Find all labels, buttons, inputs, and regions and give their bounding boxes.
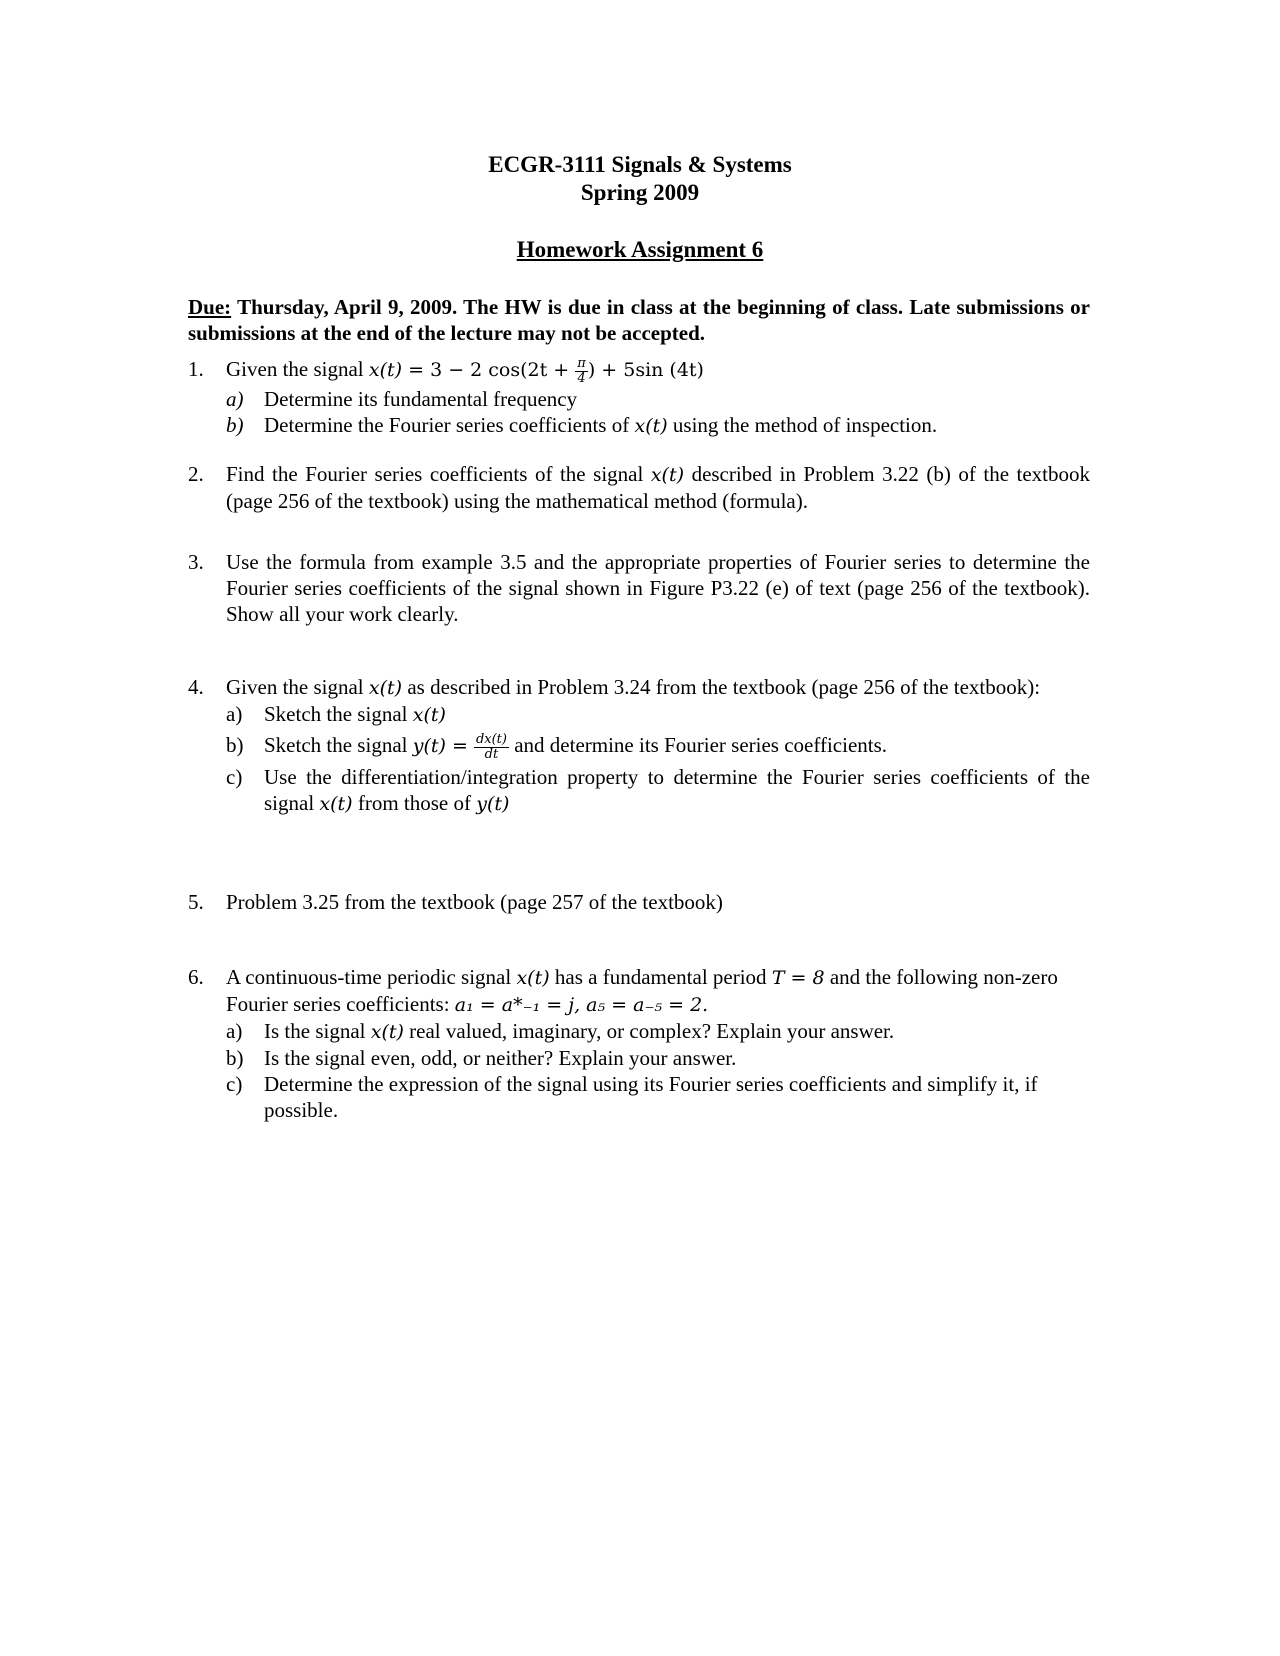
- assignment-title-text: Homework Assignment 6: [516, 237, 764, 262]
- problem-number: 2.: [188, 462, 204, 486]
- p1b-text-1: Determine the Fourier series coefficients of: [264, 412, 630, 437]
- p4-text-1: Given the signal: [226, 675, 364, 699]
- subitem-label: c): [226, 1072, 243, 1096]
- subitem-label: a): [226, 702, 243, 726]
- problem-6: [188, 964, 1090, 1123]
- subitem-text: [264, 412, 1090, 439]
- subitem-text: [264, 732, 1090, 762]
- p2-math: x(t): [650, 464, 685, 486]
- p6a-math: x(t): [370, 1021, 404, 1043]
- subitem-text: Is the signal even, odd, or neither? Explain your answer.: [264, 1046, 737, 1070]
- p6-math-1: x(t): [516, 967, 550, 989]
- problem-text: [226, 964, 1090, 1018]
- subitem-label: b): [226, 733, 244, 757]
- p4c-text-1: Use the differentiation/integration property to determine the Fourier series coefficients of the signal: [264, 764, 1090, 815]
- problem-number: 4.: [188, 675, 204, 699]
- problem-5: [188, 889, 1090, 915]
- p1-frac-num: π: [577, 355, 586, 371]
- subitem-text: [264, 1018, 1090, 1045]
- subitem-text: [264, 701, 1090, 728]
- p1-math-rhs: = 3 − 2 cos(2t +: [402, 359, 576, 381]
- problem-text: [226, 674, 1090, 701]
- problem-1: [188, 356, 1090, 439]
- assignment-title: [0, 236, 1280, 264]
- p4a-text: Sketch the signal: [264, 702, 408, 726]
- p6a-text-1: Is the signal: [264, 1019, 366, 1043]
- document-header: [0, 151, 1280, 207]
- problem-text: Problem 3.25 from the textbook (page 257 of the textbook): [226, 890, 723, 914]
- p4c-text-2: from those of: [357, 790, 472, 815]
- due-label: Due:: [188, 295, 232, 319]
- p4b-text-1: Sketch the signal: [264, 733, 408, 757]
- p6-math-2: T = 8: [771, 967, 825, 989]
- subitem-label: b): [226, 412, 244, 437]
- p4b-frac-den: dt: [484, 746, 499, 762]
- p4b-text-2: and determine its Fourier series coefficients.: [514, 733, 888, 757]
- p2-text-2: described in Problem 3.22 (b) of the textbook (page 256 of the textbook) using the mathematical method (formula).: [226, 462, 1091, 513]
- p4a-math: x(t): [412, 704, 446, 726]
- p4b-frac-num: dx(t): [475, 731, 507, 747]
- problem-2: [188, 461, 1090, 514]
- problem-text: [226, 461, 1090, 514]
- p1-fraction: [575, 357, 588, 386]
- subitem-text: [264, 764, 1090, 817]
- p1-math-tail: ) + 5sin (4t): [587, 359, 704, 381]
- problem-text: [226, 356, 1090, 386]
- p1b-text-2: using the method of inspection.: [672, 412, 938, 437]
- course-title: ECGR-3111 Signals & Systems: [488, 152, 792, 177]
- p6-coeffs: a₁ = a*₋₁ = j, a₅ = a₋₅ = 2.: [454, 994, 709, 1016]
- p6-text-1: A continuous-time periodic signal: [226, 965, 512, 989]
- term: Spring 2009: [580, 180, 700, 205]
- problem-number: 1.: [188, 357, 204, 381]
- p4-math: x(t): [368, 677, 403, 699]
- subitem-label: a): [226, 386, 244, 411]
- p2-text-1: Find the Fourier series coefficients of the signal: [226, 462, 644, 486]
- subitem-label: c): [226, 764, 243, 789]
- p1-intro: Given the signal: [226, 357, 364, 381]
- p1b-math: x(t): [634, 414, 668, 437]
- due-text: Thursday, April 9, 2009. The HW is due in class at the beginning of class. Late submissions or submissions at the end of the lecture may not be accepted.: [188, 295, 1090, 345]
- p4b-fraction: [474, 733, 509, 762]
- p4b-math: y(t) =: [412, 735, 474, 757]
- problem-text: Use the formula from example 3.5 and the appropriate properties of Fourier series to determine the Fourier series coefficients of the signal shown in Figure P3.22 (e) of text (page 256 of the textbook). Show all your work clearly.: [226, 550, 1090, 626]
- p6-text-3: and the following non-zero Fourier series coefficients:: [226, 965, 1058, 1016]
- p1-math-lhs: x(t): [368, 359, 403, 381]
- p4c-math-2: y(t): [476, 792, 510, 815]
- problem-3: [188, 549, 1090, 627]
- p6a-text-2: real valued, imaginary, or complex? Explain your answer.: [409, 1019, 895, 1043]
- subitem-text: Determine its fundamental frequency: [264, 386, 578, 411]
- problem-number: 6.: [188, 965, 204, 989]
- p1-frac-den: 4: [577, 370, 586, 386]
- subitem-text: Determine the expression of the signal using its Fourier series coefficients and simplify it, if possible.: [264, 1072, 1038, 1122]
- p6-text-2: has a fundamental period: [554, 965, 767, 989]
- subitem-label: a): [226, 1019, 243, 1043]
- due-notice: [188, 294, 1090, 346]
- problem-4: [188, 674, 1090, 817]
- subitem-label: b): [226, 1046, 244, 1070]
- p4-text-2: as described in Problem 3.24 from the textbook (page 256 of the textbook):: [407, 675, 1041, 699]
- problem-number: 3.: [188, 550, 204, 574]
- problem-number: 5.: [188, 890, 204, 914]
- p4c-math-1: x(t): [319, 792, 353, 815]
